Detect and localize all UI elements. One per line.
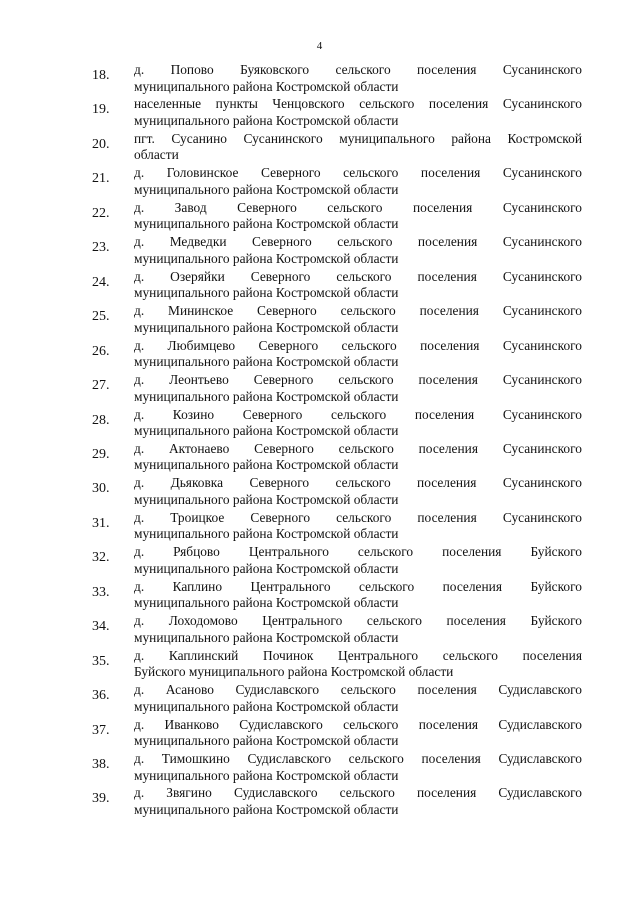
item-number: 33. <box>92 584 110 600</box>
item-number: 29. <box>92 446 110 462</box>
item-text <box>134 407 582 440</box>
item-text-line-2: муниципального района Костромской области <box>134 457 399 473</box>
item-text-line-2: муниципального района Костромской области <box>134 78 399 94</box>
item-text-line-1: д. Озеряйки Северного сельского поселения Сусанинского <box>134 268 582 284</box>
item-text <box>134 96 582 129</box>
item-text <box>134 648 582 681</box>
item-text-line-2: муниципального района Костромской области <box>134 733 399 749</box>
item-text <box>134 62 582 95</box>
item-text <box>134 682 582 715</box>
list-item <box>0 579 639 613</box>
list-item <box>0 717 639 751</box>
item-number: 38. <box>92 757 110 772</box>
list-item <box>0 751 639 785</box>
item-text-line-2: муниципального района Костромской области <box>134 526 399 542</box>
item-number: 23. <box>92 240 110 256</box>
item-number: 32. <box>92 550 110 566</box>
item-text-line-1: д. Дьяковка Северного сельского поселения Сусанинского <box>134 475 582 491</box>
item-text-line-2: муниципального района Костромской области <box>134 491 399 507</box>
list-item <box>0 96 639 130</box>
item-text-line-1: д. Звягино Судиславского сельского поселения Судиславского <box>134 785 582 801</box>
item-number: 35. <box>92 653 110 669</box>
item-text-line-1: населенные пункты Ченцовского сельского поселения Сусанинского <box>134 96 582 112</box>
item-text-line-1: д. Мининское Северного сельского поселения Сусанинского <box>134 303 582 319</box>
item-text <box>134 751 582 784</box>
item-text <box>134 269 582 302</box>
page-number: 4 <box>316 40 323 52</box>
item-text <box>134 303 582 336</box>
item-number: 37. <box>92 722 110 738</box>
list-item <box>0 613 639 647</box>
item-text-line-1: д. Каплинский Починок Центрального сельского поселения <box>134 647 582 663</box>
item-text-line-2: муниципального района Костромской области <box>134 698 399 714</box>
item-number: 18. <box>92 68 110 83</box>
item-text-line-2: муниципального района Костромской области <box>134 181 399 197</box>
item-text-line-1: д. Рябцово Центрального сельского поселения Буйского <box>134 544 582 560</box>
item-number: 31. <box>92 515 110 531</box>
item-text <box>134 372 582 405</box>
list-item <box>0 510 639 544</box>
item-text-line-1: д. Тимошкино Судиславского сельского поселения Судиславского <box>134 751 582 766</box>
list-item <box>0 475 639 509</box>
item-text-line-2: муниципального района Костромской области <box>134 354 399 370</box>
item-text-line-2: области <box>134 147 179 163</box>
item-number: 39. <box>92 791 110 807</box>
item-text <box>134 234 582 267</box>
list-item <box>0 785 639 819</box>
list-item <box>0 407 639 441</box>
item-number: 19. <box>92 102 110 118</box>
item-text-line-2: муниципального района Костромской области <box>134 216 399 232</box>
item-text <box>134 131 582 164</box>
list-item <box>0 303 639 337</box>
item-text-line-1: д. Иванково Судиславского сельского поселения Судиславского <box>134 716 582 732</box>
list-item <box>0 131 639 165</box>
item-number: 25. <box>92 309 110 325</box>
item-text-line-2: муниципального района Костромской области <box>134 250 399 266</box>
item-text <box>134 544 582 577</box>
item-text <box>134 613 582 646</box>
item-text-line-1: д. Любимцево Северного сельского поселения Сусанинского <box>134 337 582 353</box>
list-item <box>0 62 639 96</box>
item-text-line-1: д. Каплино Центрального сельского поселения Буйского <box>134 578 582 594</box>
list-item <box>0 269 639 303</box>
item-text <box>134 200 582 233</box>
list-item <box>0 200 639 234</box>
item-text <box>134 579 582 612</box>
list-item <box>0 338 639 372</box>
item-number: 27. <box>92 378 110 394</box>
item-text-line-1: д. Лоходомово Центрального сельского поселения Буйского <box>134 613 582 629</box>
item-text <box>134 165 582 198</box>
item-text-line-2: муниципального района Костромской области <box>134 629 399 645</box>
item-text <box>134 785 582 818</box>
item-text-line-2: муниципального района Костромской области <box>134 767 399 783</box>
item-number: 26. <box>92 343 110 359</box>
item-text-line-1: д. Асаново Судиславского сельского поселения Судиславского <box>134 682 582 698</box>
item-number: 34. <box>92 619 110 635</box>
item-text-line-1: д. Попово Буяковского сельского поселения Сусанинского <box>134 62 582 77</box>
item-number: 24. <box>92 274 110 290</box>
list-item <box>0 234 639 268</box>
item-text-line-2: муниципального района Костромской области <box>134 423 399 438</box>
item-text <box>134 475 582 508</box>
item-text <box>134 441 582 474</box>
list-item <box>0 441 639 475</box>
item-text-line-1: д. Головинское Северного сельского поселения Сусанинского <box>134 165 582 181</box>
item-text-line-2: муниципального района Костромской области <box>134 801 399 817</box>
item-number: 21. <box>92 171 110 187</box>
item-number: 28. <box>92 412 110 428</box>
list-item <box>0 682 639 716</box>
item-text-line-1: пгт. Сусанино Сусанинского муниципального района Костромской <box>134 130 582 146</box>
item-text-line-1: д. Леонтьево Северного сельского поселения Сусанинского <box>134 372 582 388</box>
item-text-line-1: д. Медведки Северного сельского поселения Сусанинского <box>134 234 582 250</box>
item-number: 20. <box>92 136 110 152</box>
item-text-line-2: муниципального района Костромской области <box>134 388 399 404</box>
item-text-line-1: д. Актонаево Северного сельского поселения Сусанинского <box>134 440 582 456</box>
item-text-line-2: муниципального района Костромской области <box>134 285 399 301</box>
item-text <box>134 338 582 371</box>
item-text-line-1: д. Троицкое Северного сельского поселения Сусанинского <box>134 509 582 525</box>
item-number: 36. <box>92 688 110 704</box>
item-number: 30. <box>92 481 110 497</box>
item-text-line-1: д. Козино Северного сельского поселения Сусанинского <box>134 406 582 422</box>
list-item <box>0 165 639 199</box>
item-number: 22. <box>92 205 110 221</box>
list-item <box>0 544 639 578</box>
item-text-line-1: д. Завод Северного сельского поселения Сусанинского <box>134 199 582 215</box>
item-text <box>134 717 582 750</box>
item-text-line-2: муниципального района Костромской области <box>134 319 399 335</box>
list-item <box>0 372 639 406</box>
item-text-line-2: Буйского муниципального района Костромской области <box>134 664 454 680</box>
item-text-line-2: муниципального района Костромской области <box>134 112 399 128</box>
item-text-line-2: муниципального района Костромской области <box>134 560 399 576</box>
item-text <box>134 510 582 543</box>
item-text-line-2: муниципального района Костромской области <box>134 595 399 611</box>
list-item <box>0 648 639 682</box>
